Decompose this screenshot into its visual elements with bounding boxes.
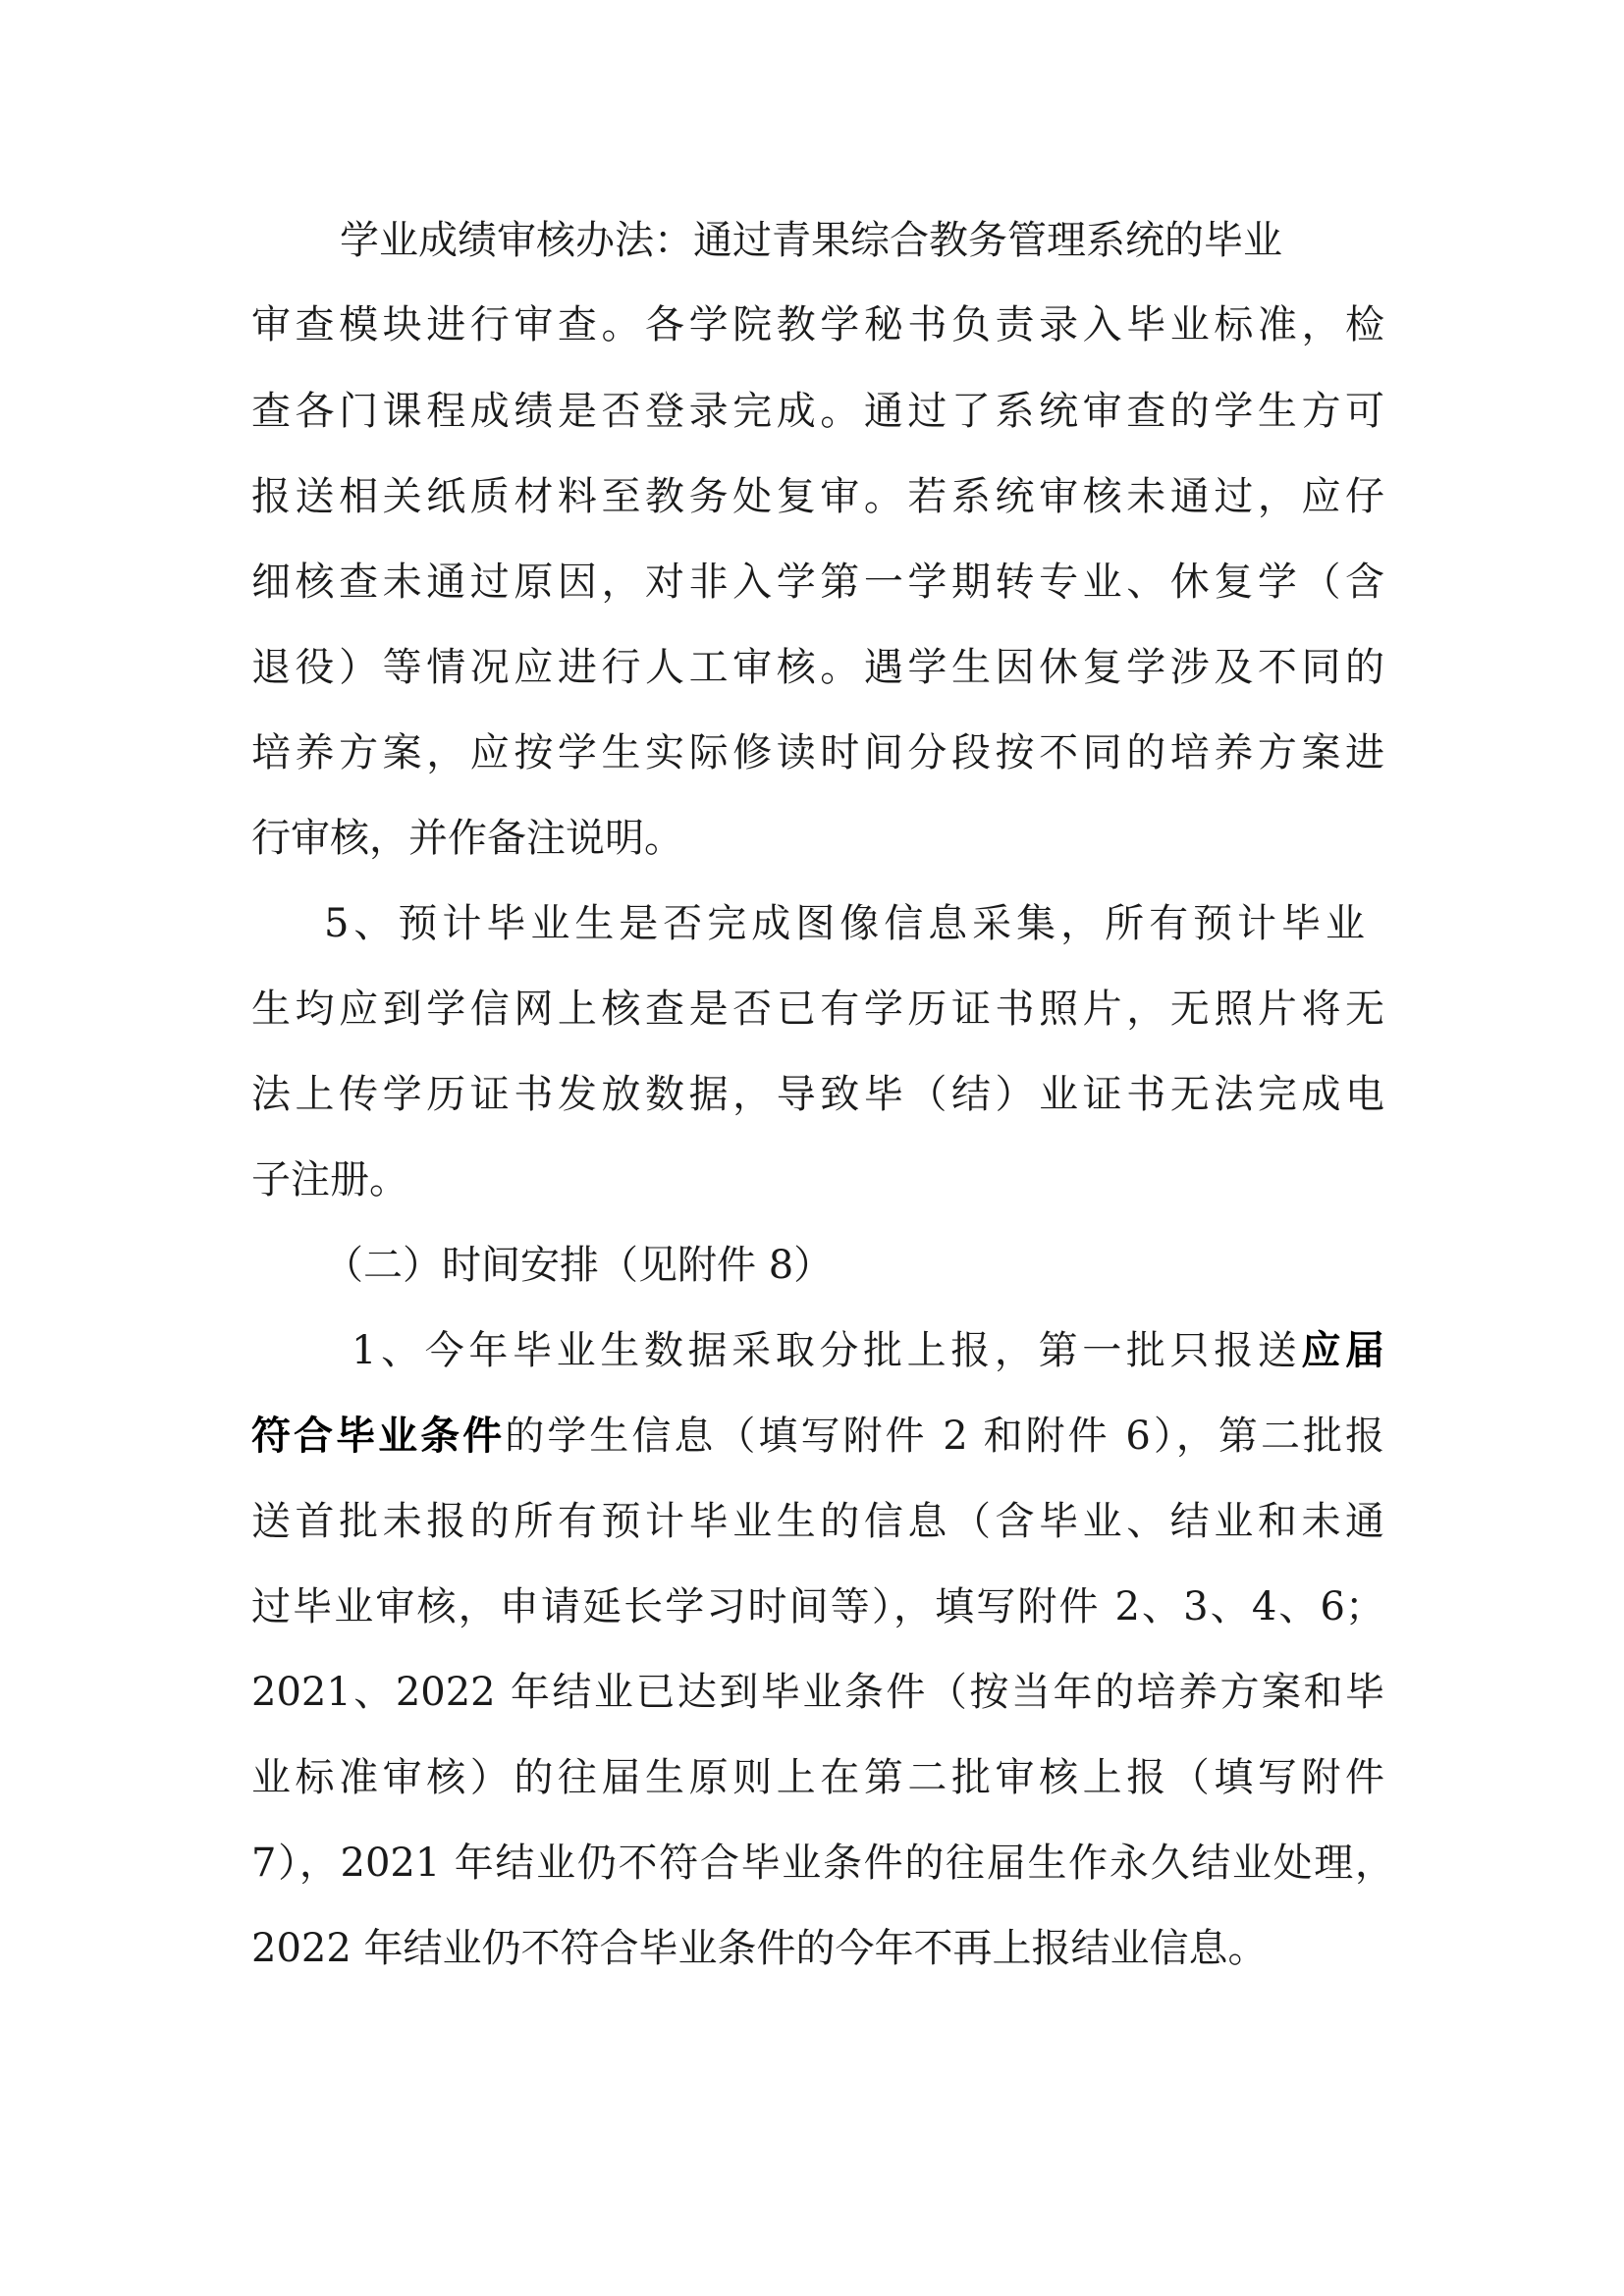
text-segment: 行审核，并作备注说明。 [251, 816, 683, 861]
text-line [352, 1321, 1384, 1380]
text-line [251, 382, 1384, 441]
text-segment: 业标准审核）的往届生原则上在第二批审核上报（填写附件 [251, 1755, 1384, 1800]
text-segment: 培养方案，应按学生实际修读时间分段按不同的培养方案进 [251, 730, 1384, 775]
text-segment: 法上传学历证书发放数据，导致毕（结）业证书无法完成电 [251, 1072, 1384, 1117]
text-line [251, 1919, 1268, 1978]
text-line [251, 1150, 408, 1209]
text-line [251, 1834, 1394, 1893]
text-line [251, 980, 1384, 1039]
bold-text-segment: 应届 [1301, 1327, 1385, 1373]
text-line [251, 1663, 1384, 1722]
text-line [251, 809, 683, 868]
text-line [251, 1577, 1384, 1636]
text-line [324, 894, 1365, 953]
text-segment: 2022 年结业仍不符合毕业条件的今年不再上报结业信息。 [251, 1926, 1268, 1971]
text-line [324, 1236, 833, 1295]
text-line [251, 1065, 1384, 1124]
text-line [251, 723, 1384, 782]
text-segment: 5、预计毕业生是否完成图像信息采集，所有预计毕业 [324, 901, 1365, 946]
text-line [251, 467, 1384, 526]
text-line [251, 1492, 1384, 1551]
text-line [251, 1407, 1384, 1466]
text-segment: 过毕业审核，申请延长学习时间等），填写附件 2、3、4、6； [251, 1584, 1384, 1629]
text-segment: 的学生信息（填写附件 2 和附件 6），第二批报 [505, 1414, 1385, 1459]
text-segment: 细核查未通过原因，对非入学第一学期转专业、休复学（含 [251, 560, 1384, 605]
text-segment: 2021、2022 年结业已达到毕业条件（按当年的培养方案和毕 [251, 1670, 1384, 1715]
text-segment: 查各门课程成绩是否登录完成。通过了系统审查的学生方可 [251, 389, 1384, 434]
text-line [251, 1748, 1384, 1807]
text-segment: 1、今年毕业生数据采取分批上报，第一批只报送 [352, 1328, 1302, 1373]
text-segment: 退役）等情况应进行人工审核。遇学生因休复学涉及不同的 [251, 645, 1384, 690]
text-segment: 审查模块进行审查。各学院教学秘书负责录入毕业标准，检 [251, 302, 1384, 347]
bold-text-segment: 符合毕业条件 [251, 1413, 506, 1459]
text-line [340, 211, 1384, 270]
text-segment: 生均应到学信网上核查是否已有学历证书照片，无照片将无 [251, 987, 1384, 1032]
text-segment: 7），2021 年结业仍不符合毕业条件的往届生作永久结业处理， [251, 1841, 1394, 1886]
text-segment: 送首批未报的所有预计毕业生的信息（含毕业、结业和未通 [251, 1499, 1384, 1544]
text-segment: 学业成绩审核办法：通过青果综合教务管理系统的毕业 [340, 218, 1282, 263]
text-segment: （二）时间安排（见附件 8） [324, 1243, 834, 1288]
text-segment: 报送相关纸质材料至教务处复审。若系统审核未通过，应仔 [251, 474, 1384, 519]
text-segment: 子注册。 [251, 1157, 408, 1202]
text-line [251, 295, 1384, 354]
text-line [251, 638, 1384, 697]
text-line [251, 553, 1384, 612]
